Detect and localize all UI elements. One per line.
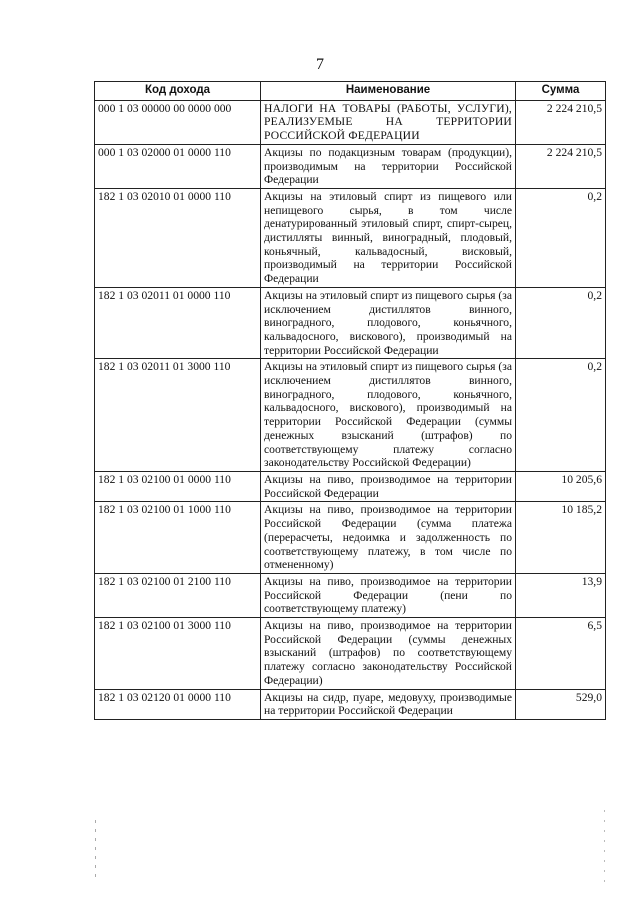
- income-name: НАЛОГИ НА ТОВАРЫ (РАБОТЫ, УСЛУГИ), РЕАЛИЗУЕМЫЕ НА ТЕРРИТОРИИ РОССИЙСКОЙ ФЕДЕРАЦИИ: [261, 100, 516, 144]
- table-row: [95, 188, 606, 287]
- income-name: Акцизы на пиво, производимое на территории Российской Федерации (суммы денежных взысканий (штрафов) по соответствующему платежу согласно законодательству Российской Федерации): [261, 618, 516, 690]
- table-row: [95, 144, 606, 188]
- header-code: Код дохода: [95, 82, 261, 101]
- table-row: [95, 618, 606, 690]
- table-row: [95, 471, 606, 501]
- scan-margin-mark: [604, 810, 605, 890]
- income-code: 000 1 03 02000 01 0000 110: [95, 144, 261, 188]
- income-code: 182 1 03 02011 01 0000 110: [95, 287, 261, 359]
- income-name: Акцизы на пиво, производимое на территории Российской Федерации (пени по соответствующему платежу): [261, 573, 516, 617]
- income-code: 000 1 03 00000 00 0000 000: [95, 100, 261, 144]
- income-code: 182 1 03 02010 01 0000 110: [95, 188, 261, 287]
- header-name: Наименование: [261, 82, 516, 101]
- table-row: [95, 100, 606, 144]
- page-number: 7: [316, 56, 324, 73]
- income-amount: 0,2: [516, 287, 606, 359]
- income-amount: 10 205,6: [516, 471, 606, 501]
- income-name: Акцизы на сидр, пуаре, медовуху, производимые на территории Российской Федерации: [261, 689, 516, 719]
- income-name: Акцизы на этиловый спирт из пищевого или непищевого сырья, в том числе денатурированный этиловый спирт, спирт-сырец, дистилляты винный, виноградный, плодовый, коньячный, кальвадосный, висковый, производимый на территории Российской Федерации: [261, 188, 516, 287]
- header-amount: Сумма: [516, 82, 606, 101]
- income-amount: 529,0: [516, 689, 606, 719]
- table-row: [95, 287, 606, 359]
- income-amount: 2 224 210,5: [516, 144, 606, 188]
- income-name: Акцизы на этиловый спирт из пищевого сырья (за исключением дистиллятов винного, виноградного, плодового, коньячного, кальвадосного, вискового), производимый на территории Российской Федерации (суммы денежных взысканий (штрафов) по соответствующему платежу согласно законодательству Российской Федерации): [261, 359, 516, 472]
- income-code: 182 1 03 02100 01 3000 110: [95, 618, 261, 690]
- table-row: [95, 689, 606, 719]
- income-amount: 0,2: [516, 188, 606, 287]
- income-amount: 6,5: [516, 618, 606, 690]
- income-name: Акцизы на этиловый спирт из пищевого сырья (за исключением дистиллятов винного, виноградного, плодового, коньячного, кальвадосного, вискового), производимый на территории Российской Федерации: [261, 287, 516, 359]
- income-code: 182 1 03 02120 01 0000 110: [95, 689, 261, 719]
- income-amount: 0,2: [516, 359, 606, 472]
- income-amount: 10 185,2: [516, 502, 606, 574]
- income-code: 182 1 03 02100 01 2100 110: [95, 573, 261, 617]
- income-amount: 2 224 210,5: [516, 100, 606, 144]
- income-code: 182 1 03 02011 01 3000 110: [95, 359, 261, 472]
- table-row: [95, 359, 606, 472]
- income-name: Акцизы по подакцизным товарам (продукции), производимым на территории Российской Федерации: [261, 144, 516, 188]
- table-row: [95, 573, 606, 617]
- income-table: [94, 81, 606, 720]
- table-row: [95, 502, 606, 574]
- income-code: 182 1 03 02100 01 0000 110: [95, 471, 261, 501]
- income-amount: 13,9: [516, 573, 606, 617]
- scan-margin-mark: [95, 820, 96, 880]
- income-name: Акцизы на пиво, производимое на территории Российской Федерации: [261, 471, 516, 501]
- income-name: Акцизы на пиво, производимое на территории Российской Федерации (сумма платежа (перерасчеты, недоимка и задолженность по соответствующему платежу, в том числе по отмененному): [261, 502, 516, 574]
- income-code: 182 1 03 02100 01 1000 110: [95, 502, 261, 574]
- table-header-row: [95, 82, 606, 101]
